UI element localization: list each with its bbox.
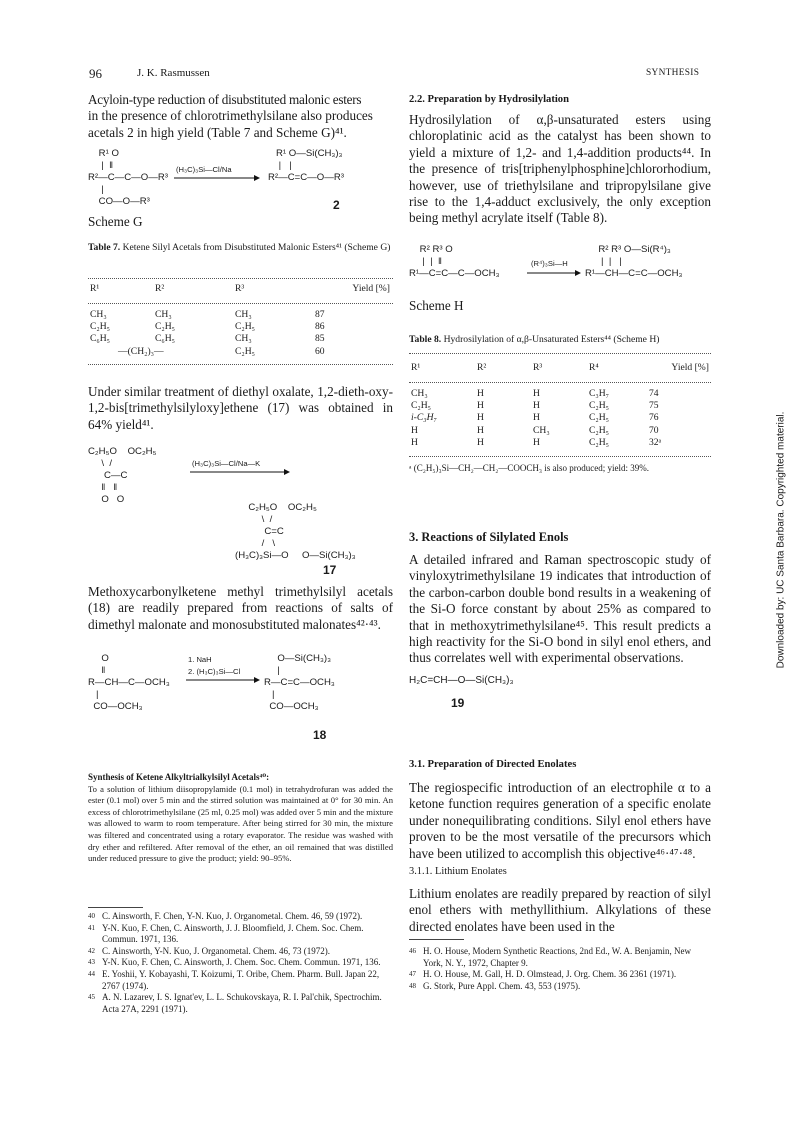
compound-19-formula: H₂C=CH—O—Si(CH₃)₃ [409, 675, 514, 686]
table-cell: 85 [315, 333, 325, 345]
table-cell: C₂H₅ [90, 321, 111, 333]
footnote-text: G. Stork, Pure Appl. Chem. 43, 553 (1975). [423, 980, 581, 991]
right-footnote-divider [409, 939, 464, 940]
intro-line-3: acetals 2 in high yield (Table 7 and Scheme G)⁴¹. [88, 124, 347, 140]
table8-rule-mid [409, 382, 711, 383]
scheme-h-reagent: (R⁴)₃Si—H [531, 259, 568, 268]
section-3-title: 3. Reactions of Silylated Enols [409, 530, 569, 544]
table-cell: C₂H₅ [589, 400, 610, 412]
table8-body [411, 388, 709, 449]
table8-header: R⁴ [589, 362, 599, 373]
table-cell: 70 [649, 424, 659, 436]
malonate-structure: O ‖ R—CH—C—OCH₃ | CO—OCH₃ [88, 653, 170, 712]
table-row [90, 309, 390, 321]
table-cell: CH₃ [90, 309, 107, 320]
table-cell: —(CH₂)₃— [118, 345, 164, 357]
scheme-h-arrow [527, 269, 581, 277]
oxalate-reagent: (H₃C)₃Si—Cl/Na—K [192, 459, 261, 468]
table-cell: H [477, 388, 484, 399]
footnote-text: C. Ainsworth, Y-N. Kuo, J. Organometal. Chem. 46, 73 (1972). [102, 945, 330, 956]
table-cell: CH₃ [533, 424, 550, 436]
compound-17-structure: C₂H₅O OC₂H₅ \ / C=C / \ (H₃C)₃Si—O O—Si(CH₃)₃ [235, 502, 356, 561]
table-cell: CH₃ [411, 388, 428, 399]
table-cell: CH₃ [235, 333, 252, 345]
left-footnotes [88, 911, 393, 1015]
compound-18-structure: O—Si(CH₃)₃ | R—C=C—OCH₃ | CO—OCH₃ [264, 653, 335, 712]
footnote [88, 957, 393, 969]
oxalate-arrow [190, 468, 290, 476]
section-2-2-title: 2.2. Preparation by Hydrosilylation [409, 94, 569, 105]
compound-17-label: 17 [323, 563, 337, 577]
table-cell: 76 [649, 412, 659, 424]
section-3-1-1-text: Lithium enolates are readily prepared by reaction of silyl enol ethers with methyllithium. Alkylations of these directed enolates have been used in the [409, 886, 711, 934]
table7 [90, 283, 390, 295]
footnote-number: 48 [409, 981, 416, 990]
table7-header: Yield [%] [352, 283, 390, 294]
table-row [411, 425, 709, 437]
footnote [88, 923, 393, 946]
section-3-1-text: The regiospecific introduction of an electrophile α to a ketone function requires generation of a specific enolate under nonequilibrating conditions. Silyl enol ethers have proven to be the most versatile of the precursors which have been utilized to accomplish this objective⁴⁶·⁴⁷·⁴⁸. [409, 780, 711, 861]
table-row [411, 400, 709, 412]
scheme-18-step2: 2. (H₃C)₃Si—Cl [188, 667, 241, 676]
table7-caption-label: Table 7. [88, 242, 121, 253]
footnote [409, 969, 711, 981]
left-column [88, 92, 393, 141]
footnote [409, 981, 711, 993]
table8-header-row [411, 362, 709, 374]
download-notice-text: Downloaded by: UC Santa Barbara. Copyrighted material. [775, 411, 787, 669]
table8-rule-bottom [409, 456, 711, 457]
table-cell: 87 [315, 309, 325, 320]
scheme-18-arrow [186, 676, 260, 684]
footnote [88, 992, 393, 1015]
table8-note: ᵃ (C₂H₅)₃Si—CH₂—CH₂—COOCH₃ is also produced; yield: 39%. [409, 463, 650, 473]
footnote [409, 946, 711, 969]
table7-caption-text: Ketene Silyl Acetals from Disubstituted Malonic Esters⁴¹ (Scheme G) [122, 242, 391, 253]
table-cell: H [477, 412, 484, 424]
table-cell: 60 [315, 345, 325, 357]
table-cell: H [533, 388, 540, 399]
footnote-number: 42 [88, 946, 95, 955]
compound-19-label: 19 [451, 696, 465, 710]
table8-header: Yield [%] [671, 362, 709, 373]
footnote-number: 41 [88, 923, 95, 932]
table7-header: R¹ [90, 283, 100, 294]
table-cell: 32ᵃ [649, 436, 662, 448]
table-row [90, 333, 390, 345]
table-cell: CH₃ [235, 309, 252, 320]
synthesis-title: Synthesis of Ketene Alkyltrialkylsilyl Acetals⁴⁰: [88, 772, 270, 782]
table7-rule-bottom [88, 364, 393, 365]
table-cell: C₆H₅ [155, 333, 176, 345]
scheme-g-product: R¹ O—Si(CH₃)₃ | | R²—C=C—O—R³ [268, 148, 344, 183]
table7-header: R² [155, 283, 165, 294]
footnote-text: H. O. House, M. Gall, H. D. Olmstead, J. Org. Chem. 36 2361 (1971). [423, 969, 677, 980]
table7-header-row [90, 283, 390, 295]
download-notice [773, 330, 789, 750]
footnote-number: 40 [88, 912, 95, 920]
table-cell: H [477, 436, 484, 448]
table-cell: C₃H₇ [589, 388, 610, 399]
section-3-text: A detailed infrared and Raman spectroscopic study of vinyloxytrimethylsilane 19 indicates that introduction of the carbon-carbon double bond results in a weakening of the Si-O force constant by about 25% as compared to that in methoxytrimethylsilane⁴⁵. This result predicts a high reactivity for the Si-O bond in silyl enol ethers, and thus correlates well with experimental observations. [409, 552, 711, 666]
running-author: J. K. Rasmussen [137, 67, 210, 79]
scheme-18-step1: 1. NaH [188, 655, 212, 664]
table-cell: CH₃ [155, 309, 172, 320]
table8-header: R¹ [411, 362, 421, 373]
table7-rule-mid [88, 303, 393, 304]
table7-header: R³ [235, 283, 245, 294]
table-cell: C₂H₅ [235, 321, 256, 333]
footnote-number: 43 [88, 958, 95, 967]
table-cell: H [533, 412, 540, 424]
footnote-text: C. Ainsworth, F. Chen, Y-N. Kuo, J. Organometal. Chem. 46, 59 (1972). [102, 911, 363, 921]
footnote-text: Y-N. Kuo, F. Chen, C. Ainsworth, J. Chem. Soc. Chem. Commun. 1971, 136. [102, 957, 381, 968]
table8-header [411, 362, 709, 374]
table-cell: H [533, 436, 540, 448]
diethyl-oxalate-structure: C₂H₅O OC₂H₅ \ / C—C ‖ ‖ O O [88, 446, 157, 505]
table-cell: H [411, 436, 418, 448]
table8-header: R² [477, 362, 487, 373]
scheme-g-arrow [174, 174, 260, 182]
scheme-h-product: R² R³ O—Si(R⁴)₃ | | | R¹—CH—C=C—OCH₃ [585, 244, 683, 279]
table-cell: H [533, 400, 540, 412]
compound-2-label: 2 [333, 198, 340, 212]
table-cell: 75 [649, 400, 659, 412]
table-row [411, 437, 709, 449]
table-cell: H [477, 400, 484, 412]
scheme-g-reactant: R¹ O | ‖ R²—C—C—O—R³ | CO—O—R³ [88, 148, 168, 207]
table8-caption-label: Table 8. [409, 334, 442, 345]
synthesis-text: To a solution of lithium diisopropylamide (0.1 mol) in tetrahydrofuran was added the ester (0.1 mol) over 5 min and the stirred solution was maintained at 0° for 30 min. An excess of chlorotrimethylsilane (25 ml, 0.25 mol) was added over 5 min and the mixture was allowed to warm to room temperature. After being stirred for 30 min, the mixture was filtered and concentrated using a rotary evaporator. The residue was washed with dry ether and refiltered. After removal of the ether, an oil remained that was distilled under reduced pressure to give the product; yield: 90–95%. [88, 783, 393, 864]
table-cell: C₆H₅ [90, 333, 111, 345]
synthesis-procedure [88, 772, 393, 865]
footnote-number: 46 [409, 947, 416, 955]
table-row [411, 412, 709, 424]
table-cell: C₂H₅ [589, 436, 610, 448]
table7-caption [88, 242, 393, 254]
table-cell: C₂H₅ [411, 400, 432, 412]
scheme-h [409, 244, 711, 294]
table8-caption [409, 334, 714, 346]
section-3-1-title: 3.1. Preparation of Directed Enolates [409, 759, 577, 770]
compound-18-label: 18 [313, 728, 327, 742]
running-journal: SYNTHESIS [646, 68, 700, 78]
intro-line-2: in the presence of chlorotrimethylsilane also produces [88, 108, 373, 124]
table-cell: i-C₃H₇ [411, 412, 437, 424]
scheme-18 [88, 653, 393, 743]
table-cell: C₂H₅ [589, 412, 610, 424]
footnote-number: 45 [88, 993, 95, 1002]
intro-line-1: Acyloin-type reduction of disubstituted malonic esters [88, 92, 362, 107]
footnote-number: 47 [409, 970, 416, 979]
table-cell: C₂H₅ [155, 321, 176, 333]
oxalate-scheme [88, 446, 393, 576]
oxalate-paragraph: Under similar treatment of diethyl oxalate, 1,2-dieth-oxy-1,2-bis[trimethylsilyloxy]ethene (17) was obtained in 64% yield⁴¹. [88, 384, 393, 432]
table-row [411, 388, 709, 400]
table-cell: H [411, 424, 418, 436]
footnote-text: H. O. House, Modern Synthetic Reactions, 2nd Ed., W. A. Benjamin, New York, N. Y., 1972, Chapter 9. [423, 946, 691, 968]
section-3-1-1-title: 3.1.1. Lithium Enolates [409, 866, 507, 877]
table-cell: H [477, 424, 484, 436]
scheme-h-reactant: R² R³ O | | ‖ R¹—C=C—C—OCH₃ [409, 244, 500, 279]
footnote [88, 946, 393, 958]
table-cell: C₂H₅ [589, 424, 610, 436]
footnote [88, 969, 393, 992]
right-footnotes [409, 946, 711, 992]
section-2-2-text: Hydrosilylation of α,β-unsaturated esters using chloroplatinic acid as the catalyst has been shown to yield a mixture of 1,2- and 1,4-addition products⁴⁴. In the presence of tris[triphenylphosphine]chlororhodium, however, use of triethylsilane and tripropylsilane give rise to the 1,4-adduct exclusively, the only exception being methyl acrylate itself (Table 8). [409, 112, 711, 226]
footnote-text: Y-N. Kuo, F. Chen, C. Ainsworth, J. J. Bloomfield, J. Chem. Soc. Chem. Commun. 1971, 136. [102, 922, 364, 945]
table-cell: 74 [649, 388, 659, 399]
footnote-number: 44 [88, 969, 95, 978]
scheme-g-label: Scheme G [88, 214, 143, 229]
table7-rule-top [88, 278, 393, 279]
table-row [90, 321, 390, 333]
table8-caption-text: Hydrosilylation of α,β-Unsaturated Esters⁴⁴ (Scheme H) [443, 334, 660, 345]
footnote-text: E. Yoshii, Y. Kobayashi, T. Koizumi, T. Oribe, Chem. Pharm. Bull. Japan 22, 2767 (1974). [102, 968, 380, 991]
table8-header: R³ [533, 362, 543, 373]
table-cell: 86 [315, 321, 325, 333]
page-number: 96 [89, 66, 102, 81]
table-row [90, 346, 390, 358]
malonate-paragraph: Methoxycarbonylketene methyl trimethylsilyl acetals (18) are readily prepared from reactions of salts of dimethyl malonate and monosubstituted malonates⁴²·⁴³. [88, 584, 393, 632]
scheme-h-label: Scheme H [409, 298, 464, 313]
footnote-text: A. N. Lazarev, I. S. Ignat'ev, L. L. Schukovskaya, R. I. Pal'chik, Spectrochim. Acta 27A, 2291 (1971). [102, 992, 382, 1014]
scheme-g-reagent: (H₃C)₃Si—Cl/Na [176, 165, 232, 174]
left-footnote-divider [88, 907, 143, 908]
table7-body [90, 309, 390, 358]
table-cell: C₂H₅ [235, 345, 256, 357]
table8-rule-top [409, 353, 711, 354]
footnote [88, 911, 393, 923]
